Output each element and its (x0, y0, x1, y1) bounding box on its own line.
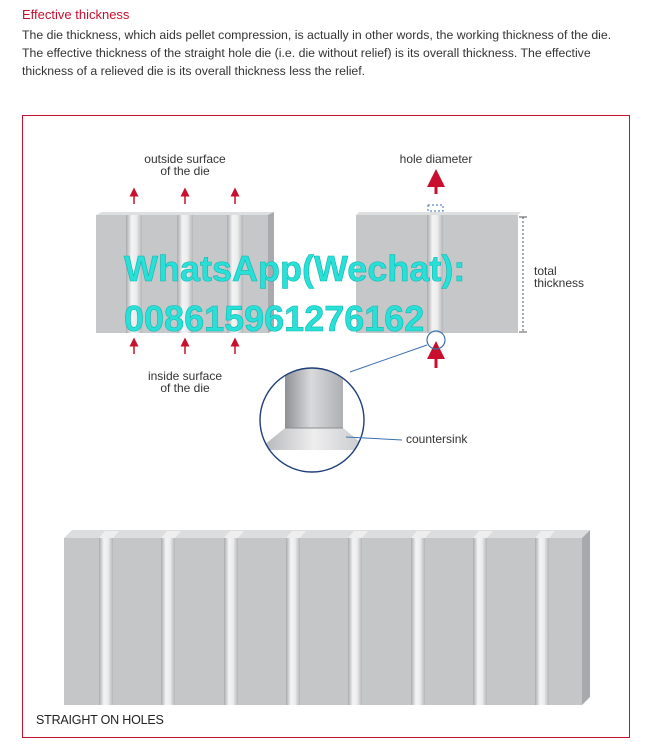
large-die-plate (64, 530, 590, 705)
detail-circle (427, 331, 445, 349)
outside-arrows (134, 192, 235, 204)
intro-paragraph: The die thickness, which aids pellet compression, is actually in other words, the working thickness of the die. The effective thickness of the straight hole die (i.e. die without relief) is its overall thickness. The effective thickness of a relieved die is its overall thickness less the relief. (22, 28, 612, 78)
figure-caption: STRAIGHT ON HOLES (36, 713, 164, 727)
inside-arrows (134, 342, 235, 354)
total-thickness-label: total (534, 264, 557, 278)
watermark-line-2: 008615961276162 (124, 298, 425, 339)
plate-hole-channel (161, 538, 175, 705)
watermark-line-1: WhatsApp(Wechat): (124, 248, 466, 289)
plate-hole-channel (348, 538, 362, 705)
plate-hole-channel (535, 538, 549, 705)
plate-hole-channel (473, 538, 487, 705)
plate-hole-channel (224, 538, 238, 705)
countersink-label: countersink (406, 432, 468, 446)
inside-surface-label: inside surface (147, 369, 223, 383)
outside-surface-label: outside surface (144, 152, 226, 166)
total-thickness-label-2: thickness (534, 276, 585, 290)
inside-surface-label-2: of the die (160, 381, 210, 395)
section-heading: Effective thickness (22, 7, 130, 22)
outside-surface-label-2: of the die (160, 164, 210, 178)
countersink-detail (250, 345, 427, 480)
hole-diameter-label: hole diameter (399, 152, 473, 166)
plate-hole-channel (286, 538, 300, 705)
plate-hole-channel (411, 538, 425, 705)
plate-hole-channel (99, 538, 113, 705)
